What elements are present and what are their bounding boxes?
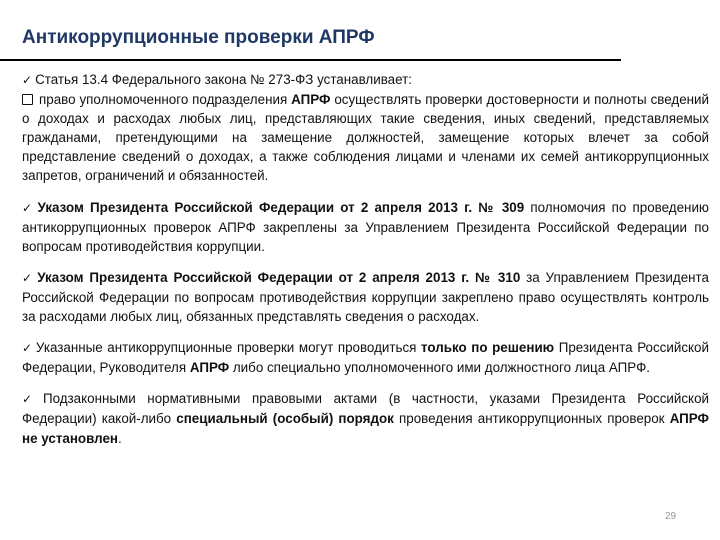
paragraph-text: полномочия по проведению антикоррупционных проверок bbox=[22, 199, 709, 235]
paragraph-text: . bbox=[118, 430, 122, 446]
bold-text: АПРФ не установлен bbox=[22, 411, 709, 446]
paragraph-text: за Управлением Президента Российской Федерации по вопросам противодействия коррупции закреплено право осуществлять контроль за расходами любых лиц, обязанных представлять сведения о расходах. bbox=[22, 269, 709, 325]
title-divider bbox=[0, 59, 621, 61]
paragraph-text: осуществлять проверки достоверности и полноты сведений о доходах и расходах любых лиц, представляющих такие сведения, иных сведений, представляемых гражданами, претендующими на замещение должностей, замещение которых влечет за собой представление сведений о доходах, а также соблюдения лицами и членами их семей антикоррупционных запретов, ограничений и обязанностей. bbox=[22, 92, 709, 184]
paragraph-right-to-check bbox=[22, 90, 709, 185]
checkmark-icon: ✓ bbox=[22, 200, 35, 215]
checkmark-icon: ✓ bbox=[22, 341, 33, 356]
paragraph-text: АПРФ bbox=[218, 219, 256, 235]
paragraph-decree-310 bbox=[22, 268, 709, 326]
paragraph-text: право уполномоченного подразделения bbox=[39, 92, 292, 108]
paragraph-decree-309 bbox=[22, 198, 709, 256]
bold-text: АПРФ bbox=[291, 92, 331, 108]
bold-text: АПРФ bbox=[189, 360, 230, 376]
paragraph-text: Статья 13.4 Федерального закона № 273-ФЗ устанавливает: bbox=[35, 72, 412, 87]
checkmark-icon: ✓ bbox=[22, 392, 40, 407]
paragraph-text: Президента Российской Федерации, Руководителя bbox=[22, 340, 709, 376]
paragraph-text: Указанные антикоррупционные проверки могут проводиться bbox=[35, 340, 422, 356]
bold-text: Указом Президента Российской Федерации от 2 апреля 2013 г. № 309 bbox=[37, 199, 525, 215]
paragraph-text: Подзаконными нормативными правовыми актами (в частности, указами Президента Российской Федерации) какой-либо bbox=[22, 391, 709, 427]
checkbox-bullet-icon bbox=[22, 94, 33, 105]
bold-text: только по решению bbox=[421, 340, 555, 356]
paragraph-text: либо специально уполномоченного ими должностного лица bbox=[229, 360, 609, 376]
paragraph-decision-authority bbox=[22, 338, 709, 377]
paragraph-text: . bbox=[646, 360, 650, 376]
paragraph-text: закреплены за Управлением Президента Российской Федерации по вопросам противодействия коррупции. bbox=[22, 219, 709, 254]
paragraph-text: АПРФ bbox=[608, 360, 647, 376]
checkmark-icon: ✓ bbox=[22, 270, 35, 285]
paragraph-text: проведения антикоррупционных проверок bbox=[393, 411, 670, 427]
paragraph-no-special-procedure bbox=[22, 389, 709, 447]
slide-title: Антикоррупционные проверки АПРФ bbox=[22, 27, 375, 48]
bold-text: специальный (особый) порядок bbox=[176, 411, 394, 427]
bold-text: Указом Президента Российской Федерации от 2 апреля 2013 г. № 310 bbox=[37, 269, 521, 285]
checkmark-icon: ✓ bbox=[22, 73, 33, 87]
slide-body bbox=[22, 70, 709, 448]
paragraph-article-13-4 bbox=[22, 70, 709, 90]
page-number: 29 bbox=[665, 511, 677, 522]
